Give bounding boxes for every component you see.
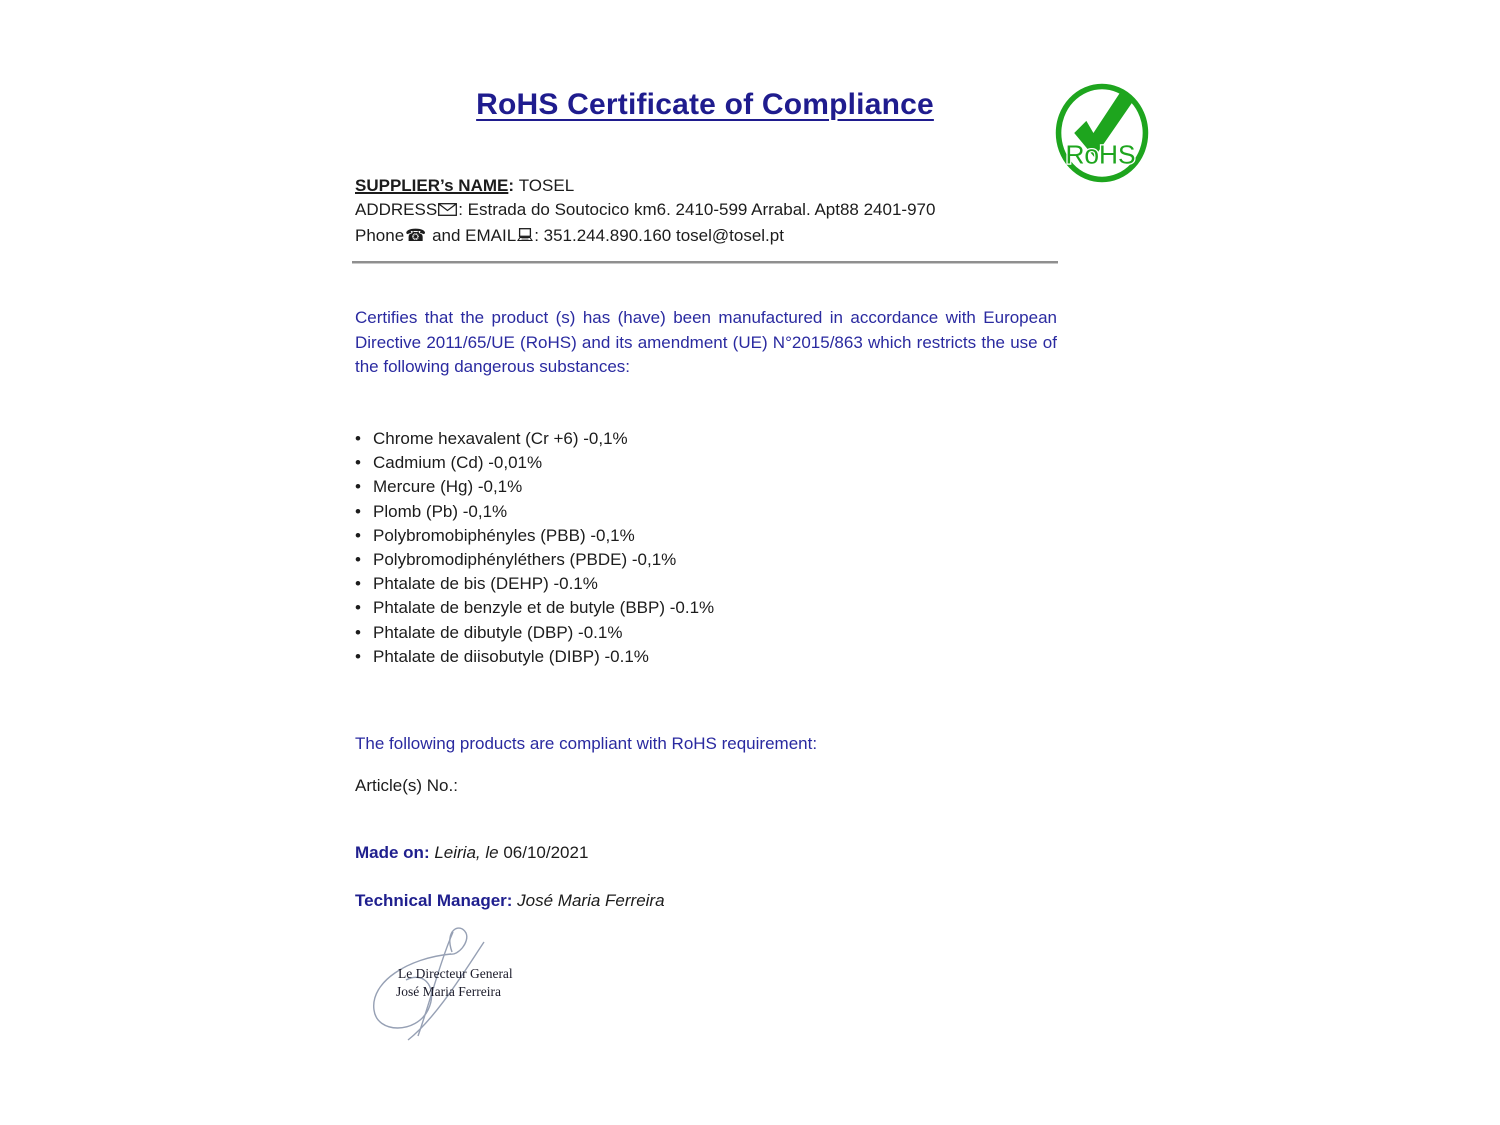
substance-text: Cadmium (Cd) -0,01%	[373, 453, 543, 473]
made-on-place: Leiria, le	[429, 843, 504, 862]
supplier-contact-line	[355, 224, 1060, 249]
substance-text: Mercure (Hg) -0,1%	[373, 477, 523, 497]
address-label: ADDRESS	[355, 200, 438, 220]
list-item	[355, 596, 1057, 620]
made-on-date: 06/10/2021	[503, 843, 589, 862]
list-item	[355, 572, 1057, 596]
logo-text: RoHS	[1065, 139, 1136, 170]
list-item	[355, 548, 1057, 572]
substance-text: Phtalate de diisobutyle (DIBP) -0.1%	[373, 646, 649, 666]
substance-text: Chrome hexavalent (Cr +6) -0,1%	[373, 429, 628, 448]
list-item	[355, 475, 1057, 499]
signature-graphic	[356, 920, 526, 1050]
articles-label: Article(s) No.:	[355, 776, 458, 795]
made-on-line	[355, 843, 1057, 863]
signature-block	[356, 920, 526, 1050]
bullet-icon: •	[355, 574, 361, 594]
supplier-address-line	[355, 198, 1060, 223]
signature-title: Le Directeur General	[398, 966, 513, 981]
supplier-name-colon: :	[508, 176, 519, 195]
page-title: RoHS Certificate of Compliance	[476, 88, 934, 121]
substances-list	[355, 427, 1057, 669]
bullet-icon: •	[355, 477, 361, 497]
bullet-icon: •	[355, 646, 361, 666]
bullet-icon: •	[355, 622, 361, 642]
list-item	[355, 451, 1057, 475]
manager-label: Technical Manager:	[355, 891, 513, 910]
compliant-products-line: The following products are compliant with RoHS requirement:	[355, 734, 818, 753]
manager-name: José Maria Ferreira	[512, 891, 665, 910]
list-item	[355, 645, 1057, 669]
horizontal-divider	[352, 261, 1058, 264]
address-value: : Estrada do Soutocico km6. 2410-599 Arrabal. Apt88 2401-970	[458, 200, 936, 220]
phone-icon: ☎	[405, 225, 427, 246]
substance-text: Phtalate de dibutyle (DBP) -0.1%	[373, 622, 623, 642]
phone-label: Phone	[355, 225, 405, 245]
substance-text: Polybromodiphényléthers (PBDE) -0,1%	[373, 550, 677, 570]
substance-text: Phtalate de bis (DEHP) -0.1%	[373, 574, 598, 594]
email-label: and EMAIL	[427, 225, 517, 245]
bullet-icon: •	[355, 453, 361, 473]
bullet-icon: •	[355, 501, 361, 521]
computer-icon	[517, 225, 533, 249]
rohs-logo	[1054, 82, 1150, 184]
supplier-name-value: TOSEL	[518, 176, 575, 195]
list-item	[355, 524, 1057, 548]
substance-text: Phtalate de benzyle et de butyle (BBP) -0.1%	[373, 598, 715, 618]
substance-text: Plomb (Pb) -0,1%	[373, 501, 508, 521]
supplier-name-label: SUPPLIER’s NAME	[355, 176, 509, 195]
rohs-logo-graphic	[1054, 82, 1150, 184]
bullet-icon: •	[355, 598, 361, 618]
technical-manager-line	[355, 891, 1057, 911]
signature-name: José Maria Ferreira	[396, 984, 501, 999]
list-item	[355, 621, 1057, 645]
supplier-name-line	[355, 174, 1060, 198]
made-on-label: Made on:	[355, 843, 430, 862]
list-item	[355, 500, 1057, 524]
substance-text: Polybromobiphényles (PBB) -0,1%	[373, 525, 635, 545]
supplier-block	[355, 174, 1060, 249]
bullet-icon: •	[355, 525, 361, 545]
contact-value: : 351.244.890.160 tosel@tosel.pt	[534, 225, 784, 245]
envelope-icon	[438, 199, 457, 223]
bullet-icon: •	[355, 550, 361, 570]
list-item	[355, 427, 1057, 451]
bullet-icon: •	[355, 429, 361, 448]
certification-paragraph: Certifies that the product (s) has (have) been manufactured in accordance with European Directive 2011/65/UE (RoHS) and its amendment (UE) N°2015/863 which restricts the use of the following dangerous substances:	[355, 308, 1057, 376]
